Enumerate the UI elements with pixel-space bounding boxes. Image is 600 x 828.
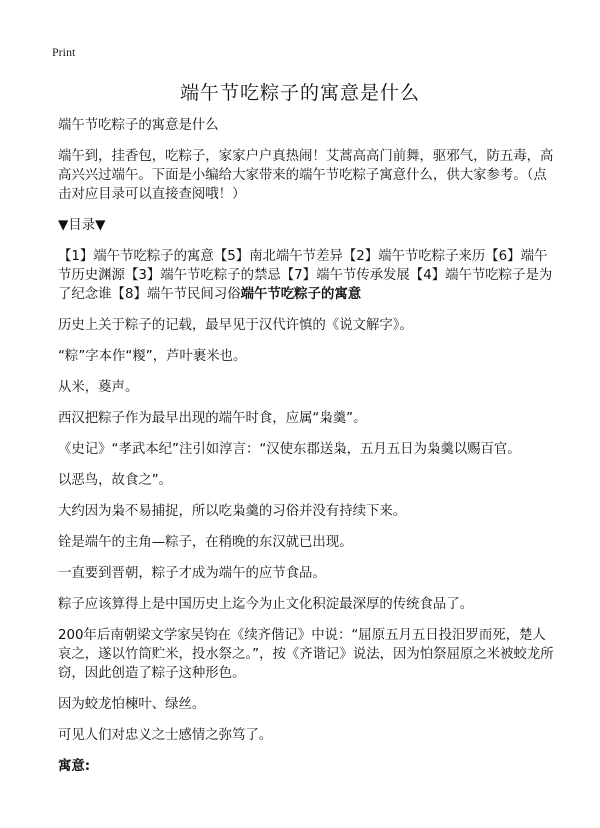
- intro-paragraph: 端午到，挂香包，吃粽子，家家户户真热闹！艾蒿高高门前舞，驱邪气，防五毒，高高兴兴过端午。下面是小编给大家带来的端午节吃粽子寓意什么，供大家参考。（点击对应目录可以直接查阅哦！）: [58, 149, 554, 202]
- paragraph: 一直要到晋朝，粽子才成为端午的应节食品。: [58, 566, 326, 581]
- paragraph: 西汉把粽子作为最早出现的端午时食，应属“枭羹”。: [58, 411, 367, 426]
- paragraph: 铨是端午的主角—粽子，在稍晚的东汉就已出现。: [58, 535, 353, 550]
- print-label: Print: [52, 45, 76, 59]
- paragraph: 从米，葼声。: [58, 380, 139, 395]
- paragraph: 历史上关于粽子的记载，最早见于汉代许慎的《说文解字》。: [58, 318, 413, 333]
- table-of-contents: [58, 247, 556, 304]
- paragraph: 可见人们对忠义之士感情之弥笃了。: [58, 728, 273, 743]
- article-subtitle: 端午节吃粽子的寓意是什么: [58, 118, 219, 133]
- paragraph: 因为蛟龙怕楝叶、绿丝。: [58, 697, 206, 712]
- paragraph: “粽”字本作“糉”，芦叶裹米也。: [58, 349, 247, 364]
- paragraph: 以恶鸟，故食之”。: [58, 473, 173, 488]
- toc-bold-item[interactable]: 端午节吃粽子的寓意: [240, 287, 362, 302]
- meaning-heading: 寓意:: [58, 759, 91, 774]
- paragraph: 粽子应该算得上是中国历史上迄今为止文化积淀最深厚的传统食品了。: [58, 597, 474, 612]
- article-body: [58, 116, 556, 788]
- page-title: 端午节吃粽子的寓意是什么: [179, 82, 420, 104]
- toc-heading: ▼目录▼: [58, 218, 106, 233]
- paragraph: 200年后南朝梁文学家吴钧在《续齐偕记》中说：“屈原五月五日投汨罗而死，楚人哀之，遂以竹筒贮米，投水祭之。”，按《齐谐记》说法，因为怕祭屈原之米被蛟龙所窃，因此创造了粽子这种形色。: [58, 628, 554, 681]
- toc-links[interactable]: 【1】端午节吃粽子的寓意【5】南北端午节差异【2】端午节吃粽子来历【6】端午节历史渊源【3】端午节吃粽子的禁忌【7】端午节传承发展【4】端午节吃粽子是为了纪念谁【8】端午节民间习俗: [58, 249, 553, 302]
- paragraph: 大约因为枭不易捕捉，所以吃枭羹的习俗并没有持续下来。: [58, 504, 407, 519]
- paragraph: 《史记》“孝武本纪”注引如淳言：“汉使东郡送枭，五月五日为枭羹以赐百官。: [58, 442, 521, 457]
